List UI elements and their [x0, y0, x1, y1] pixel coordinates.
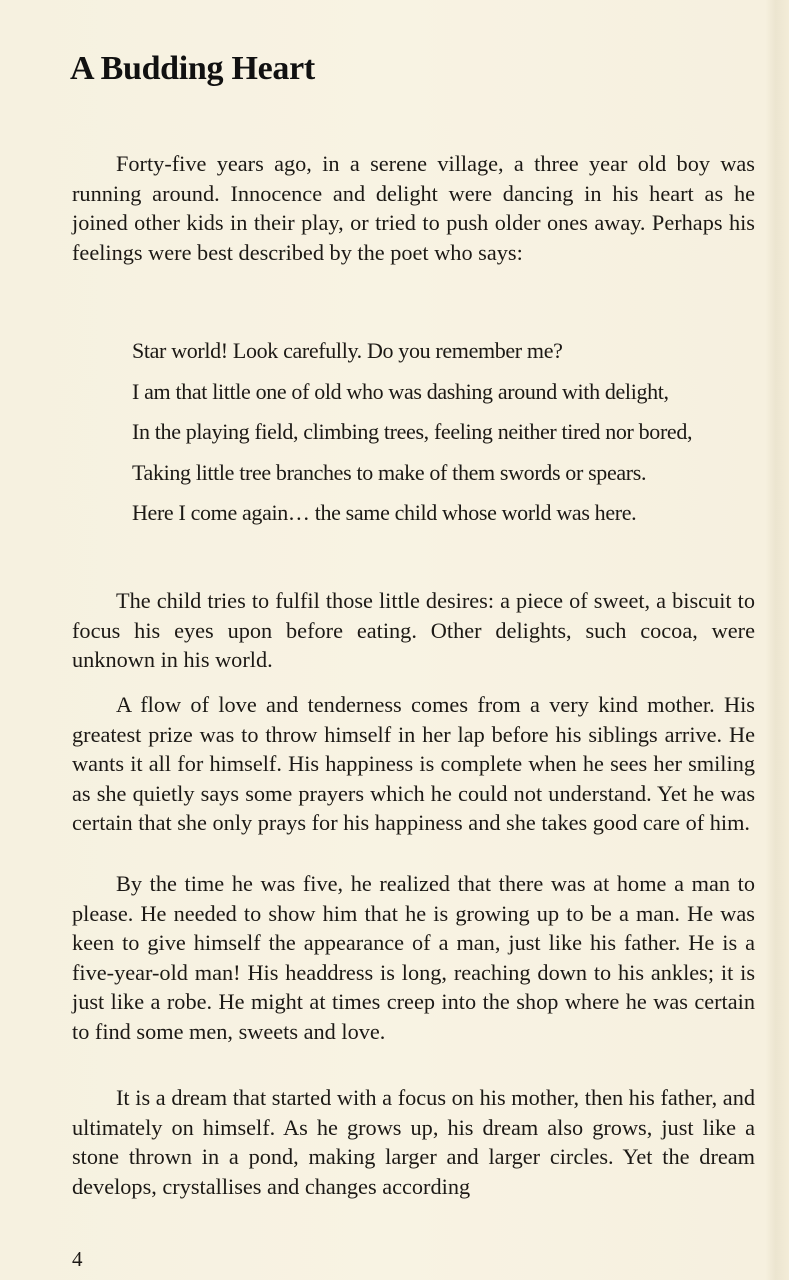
poem-line: In the playing field, climbing trees, feeling neither tired nor bored, — [132, 419, 693, 445]
poem-line: Taking little tree branches to make of them swords or spears. — [132, 459, 647, 485]
chapter-title: A Budding Heart — [70, 50, 315, 87]
poem-line: I am that little one of old who was dashing around with delight, — [132, 378, 669, 404]
paragraph-intro: Forty-five years ago, in a serene village, a three year old boy was running around. Innocence and delight were dancing in his heart as he joined other kids in their play, or tried to push older ones away. Perhaps his feelings were best described by the poet who says: — [72, 151, 755, 265]
poem-line: Star world! Look carefully. Do you remember me? — [132, 338, 563, 363]
paragraph-father: By the time he was five, he realized that there was at home a man to please. He needed to show him that he is growing up to be a man. He was keen to give himself the appearance of a man, just like his father. He is a five-year-old man! His headdress is long, reaching down to his ankles; it is just like a robe. He might at times creep into the shop where he was certain to find some men, sweets and love. — [72, 871, 755, 1044]
page-number: 4 — [72, 1247, 83, 1271]
paragraph-child-desires: The child tries to fulfil those little desires: a piece of sweet, a biscuit to focus his eyes upon before eating. Other delights, such cocoa, were unknown in his world. — [72, 588, 755, 673]
poem-line: Here I come again… the same child whose world was here. — [132, 500, 637, 526]
paragraph-dream: It is a dream that started with a focus on his mother, then his father, and ultimately on himself. As he grows up, his dream also grows, just like a stone thrown in a pond, making larger and larger circles. Yet the dream develops, crystallises and changes according — [72, 1085, 755, 1199]
poem-block — [132, 340, 762, 543]
paragraph-mother: A flow of love and tenderness comes from a very kind mother. His greatest prize was to throw himself in her lap before his siblings arrive. He wants it all for himself. His happiness is complete when he sees her smiling as she quietly says some prayers which he could not understand. Yet he was certain that she only prays for his happiness and she takes good care of him. — [72, 692, 755, 836]
